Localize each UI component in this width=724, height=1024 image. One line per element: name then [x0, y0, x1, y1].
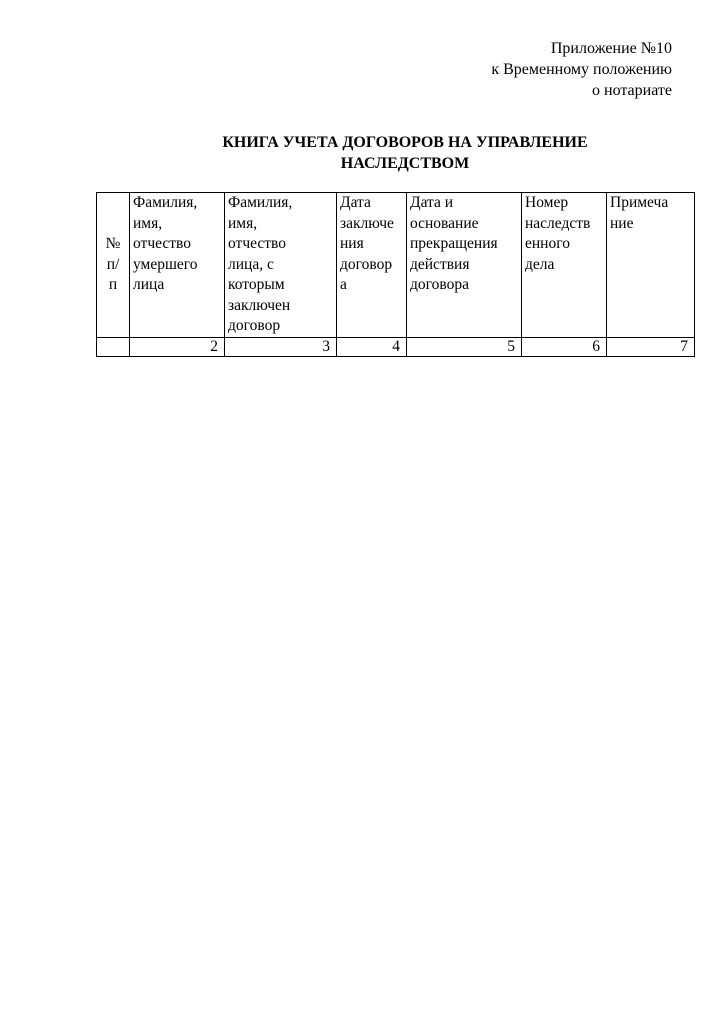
header-cell-termination: Дата и основание прекращения действия договора	[407, 193, 522, 338]
header-cell-deceased-name: Фамилия, имя, отчество умершего лица	[130, 193, 225, 338]
appendix-subject: о нотариате	[592, 82, 672, 99]
column-number-3: 3	[225, 337, 337, 356]
register-table	[96, 192, 695, 357]
column-number-1	[97, 337, 130, 356]
header-cell-notes: Примеча ние	[607, 193, 695, 338]
document-title-line-2: НАСЛЕДСТВОМ	[340, 155, 470, 172]
table-header-row	[97, 193, 695, 338]
column-number-6: 6	[522, 337, 607, 356]
header-cell-case-number: Номер наследств енного дела	[522, 193, 607, 338]
column-number-2: 2	[130, 337, 225, 356]
header-cell-contract-date: Дата заключе ния договор а	[337, 193, 407, 338]
appendix-reference	[491, 38, 672, 101]
header-cell-contract-party-name: Фамилия, имя, отчество лица, с которым заключен договор	[225, 193, 337, 338]
column-number-5: 5	[407, 337, 522, 356]
header-cell-number: № п/ п	[97, 193, 130, 338]
appendix-number: Приложение №10	[550, 40, 672, 57]
document-title	[170, 132, 640, 174]
document-title-line-1: КНИГА УЧЕТА ДОГОВОРОВ НА УПРАВЛЕНИЕ	[222, 134, 588, 151]
column-number-4: 4	[337, 337, 407, 356]
column-number-7: 7	[607, 337, 695, 356]
column-number-row	[97, 337, 695, 356]
appendix-regulation: к Временному положению	[491, 61, 672, 78]
